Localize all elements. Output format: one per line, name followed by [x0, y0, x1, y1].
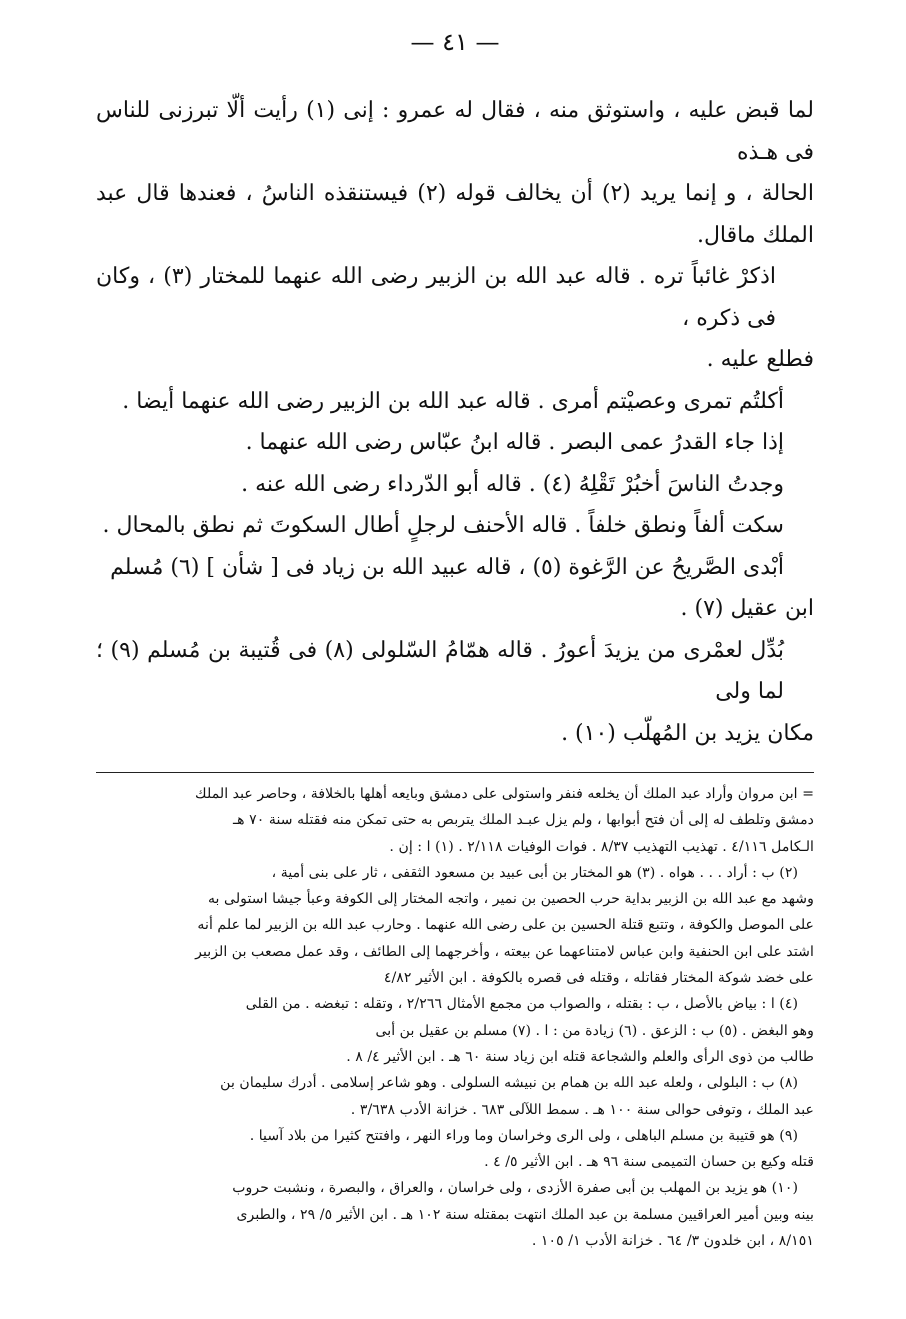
text-line: ابن عقيل (٧) . [680, 596, 814, 621]
footnote-line: اشتد على ابن الحنفية وابن عباس لامتناعهما عن بيعته ، وأخرجهما إلى الطائف ، وقد عمل مصعب بن الزبير [195, 943, 814, 960]
footnote-line: = ابن مروان وأراد عبد الملك أن يخلعه فنفر واستولى على دمشق وبايعه أهلها بالخلافة ، وحاصر عبد الملك [195, 786, 814, 802]
text-line: لما قبض عليه ، واستوثق منه ، فقال له عمرو : إنى (١) رأيت ألّا تبرزنى للناس فى هـذه [96, 98, 814, 165]
footnote-line: بينه وبين أمير العراقيين مسلمة بن عبد الملك انتهت بمقتله سنة ١٠٢ هـ . ابن الأثير ٥/ ٢٩ ، والطبرى [236, 1206, 814, 1223]
footnote-line: على الموصل والكوفة ، وتتبع قتلة الحسين بن على رضى الله عنهما . وحارب عبد الله بن الزبير لما علم أنه [197, 917, 814, 934]
footnote-line: (١٠) هو يزيد بن المهلب بن أبى صفرة الأزدى ، ولى خراسان ، والعراق ، والبصرة ، ونشبت حروب [232, 1180, 798, 1197]
footnote-line: (٨) ب : البلولى ، ولعله عبد الله بن همام بن نبيشه السلولى . وهو شاعر إسلامى . أدرك سليمان بن [220, 1075, 798, 1092]
text-line: وجدتُ الناسَ أخبُرْ تَقْلِهُ (٤) . قاله أبو الدّرداء رضى الله عنه . [241, 471, 784, 497]
text-line: فطلع عليه . [706, 347, 814, 372]
footnote-line: (٩) هو قتيبة بن مسلم الباهلى ، ولى الرى وخراسان وما وراء النهر ، وافتتح كثيرا من بلاد آسيا . [249, 1127, 798, 1144]
text-line: إذا جاء القدرُ عمى البصر . قاله ابنُ عبّاس رضى الله عنهما . [245, 430, 784, 455]
footnote-line: (٤) ا : بياض بالأصل ، ب : بقتله ، والصواب من مجمع الأمثال ٢/٢٦٦ ، وتقله : تبغضه . من القلى [245, 996, 798, 1013]
text-line: الحالة ، و إنما يريد (٢) أن يخالف قوله (٢) فيستنقذه الناسُ ، فعندها قال عبد الملك ماقال. [96, 181, 814, 248]
footnotes [96, 781, 814, 1254]
footnote-line: الـكامل ٤/١١٦ . تهذيب التهذيب ٨/٣٧ . فوات الوفيات ٢/١١٨ . (١) ا : إن . [389, 838, 814, 855]
text-line: بُدِّل لعمْرى من يزيدَ أعورُ . قاله همّامُ السّلولى (٨) فى قُتيبة بن مُسلم (٩) ؛ لما ولى [96, 637, 785, 704]
footnote-line: قتله وكيع بن حسان التميمى سنة ٩٦ هـ . ابن الأثير ٥/ ٤ . [484, 1154, 814, 1171]
text-line: مكان يزيد بن المُهلّب (١٠) . [561, 720, 814, 746]
footnote-line: دمشق وتلطف له إلى أن فتح أبوابها ، ولم يزل عبـد الملك يتربص به حتى تمكن منه فقتله سنة ٧٠ هـ [232, 812, 814, 829]
main-text [96, 90, 814, 754]
footnote-line: وشهد مع عبد الله بن الزبير بداية حرب الحصين بن نمير ، واتجه المختار إلى الكوفة وعبأ جيشا استولى به [207, 891, 814, 908]
footnote-line: ٨/١٥١ ، ابن خلدون ٣/ ٦٤ . خزانة الأدب ١/ ١٠٥ . [531, 1233, 814, 1250]
text-line: اذكرْ غائباً تره . قاله عبد الله بن الزبير رضى الله عنهما للمختار (٣) ، وكان فى ذكره ، [96, 264, 776, 331]
footnote-line: وهو البغض . (٥) ب : الزعق . (٦) زيادة من : ا . (٧) مسلم بن عقيل بن أبى [375, 1022, 814, 1039]
text-line: أكلتُم تمرى وعصيْتم أمرى . قاله عبد الله بن الزبير رضى الله عنهما أيضا . [122, 388, 784, 414]
footnote-line: على خضد شوكة المختار فقاتله ، وقتله فى قصره بالكوفة . ابن الأثير ٤/٨٢ [383, 970, 814, 987]
footnote-line: (٢) ب : أراد . . . هواه . (٣) هو المختار بن أبى عبيد بن مسعود الثقفى ، ثار على بنى أمية ، [271, 864, 798, 881]
text-line: أبْدى الصَّريحُ عن الرَّغوة (٥) ، قاله عبيد الله بن زياد فى [ شأن ] (٦) مُسلم [110, 554, 784, 580]
text-line: سكت ألفاً ونطق خلفاً . قاله الأحنف لرجلٍ أطال السكوتَ ثم نطق بالمحال . [102, 513, 784, 538]
page-number: — ٤١ — [410, 28, 500, 56]
footnote-divider [96, 772, 814, 773]
footnote-line: عبد الملك ، وتوفى حوالى سنة ١٠٠ هـ . سمط اللآلى ٦٨٣ . خزانة الأدب ٣/٦٣٨ . [350, 1101, 814, 1118]
footnote-line: طالب من ذوى الرأى والعلم والشجاعة قتله ابن زياد سنة ٦٠ هـ . ابن الأثير ٤/ ٨ . [346, 1048, 814, 1065]
